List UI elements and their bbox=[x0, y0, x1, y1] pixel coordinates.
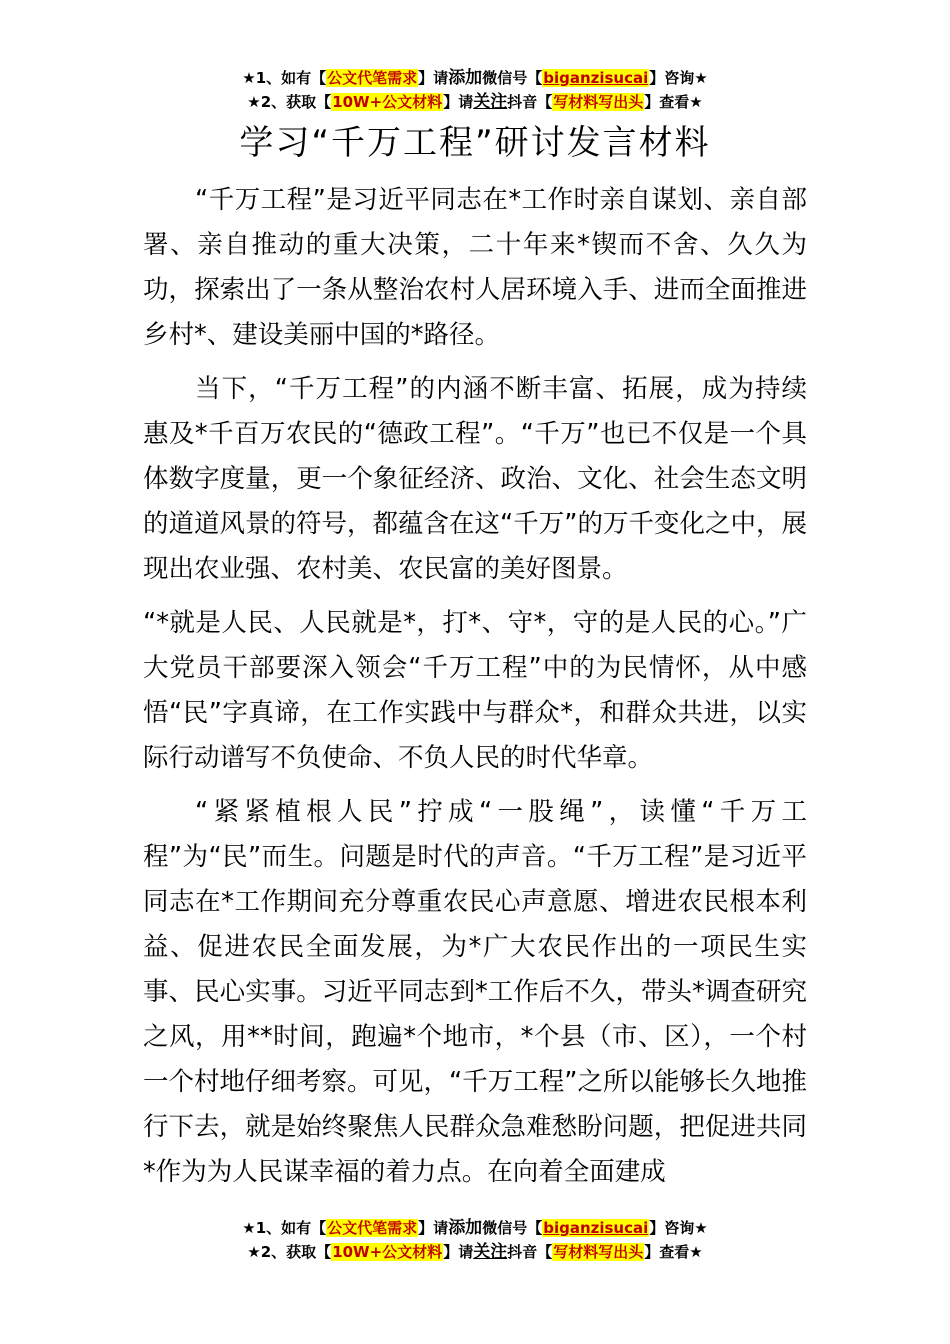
promo-line-1 bbox=[0, 1216, 950, 1240]
promo-text: 】请 bbox=[418, 1219, 449, 1237]
promo-text: 抖音【 bbox=[507, 1243, 553, 1261]
promo-text: 微信号【 bbox=[482, 1219, 543, 1237]
paragraph: 当下，“千万工程”的内涵不断丰富、拓展，成为持续惠及*千百万农民的“德政工程”。“千万”也已不仅是一个具体数字度量，更一个象征经济、政治、文化、社会生态文明的道道风景的符号，都蕴含在这“千万”的万千变化之中，展现出农业强、农村美、农民富的美好图景。 bbox=[143, 374, 807, 584]
promo-text: 】查看★ bbox=[644, 1243, 703, 1261]
header-promo-banner bbox=[0, 66, 950, 114]
promo-text: 】咨询★ bbox=[649, 1219, 708, 1237]
promo-highlight-materials: 10W+公文材料 bbox=[332, 93, 443, 111]
paragraph: “*就是人民、人民就是*，打*、守*，守的是人民的心。”广大党员干部要深入领会“千万工程”中的为民情怀，从中感悟“民”字真谛，在工作实践中与群众*，和群众共进，以实际行动谱写不负使命、不负人民的时代华章。 bbox=[143, 608, 807, 773]
document-title: 学习“千万工程”研讨发言材料 bbox=[239, 123, 711, 163]
promo-text: 】请 bbox=[418, 69, 449, 87]
promo-line-1 bbox=[0, 66, 950, 90]
promo-line-2 bbox=[0, 1240, 950, 1264]
paragraph: “紧紧植根人民”拧成“一股绳”，读懂“千万工程”为“民”而生。问题是时代的声音。“千万工程”是习近平同志在*工作期间充分尊重农民心声意愿、增进农民根本利益、促进农民全面发展，为*广大农民作出的一项民生实事、民心实事。习近平同志到*工作后不久，带头*调查研究之风，用**时间，跑遍*个地市，*个县（市、区），一个村一个村地仔细考察。可见，“千万工程”之所以能够长久地推行下去，就是始终聚焦人民群众急难愁盼问题，把促进共同*作为为人民谋幸福的着力点。在向着全面建成 bbox=[143, 797, 807, 1187]
promo-highlight-douyin: 写材料写出头 bbox=[553, 1243, 644, 1261]
promo-highlight-service: 公文代笔需求 bbox=[327, 1219, 418, 1237]
promo-text: ★2、获取【 bbox=[247, 93, 332, 111]
promo-highlight-wechat-id: biganzisucai bbox=[543, 1219, 649, 1237]
promo-text: 】查看★ bbox=[644, 93, 703, 111]
footer-promo-banner bbox=[0, 1216, 950, 1264]
promo-emphasis: 添加 bbox=[448, 68, 483, 88]
promo-text: 】咨询★ bbox=[649, 69, 708, 87]
promo-text: ★1、如有【 bbox=[242, 1219, 327, 1237]
promo-highlight-douyin: 写材料写出头 bbox=[553, 93, 644, 111]
document-body bbox=[143, 178, 807, 1204]
promo-highlight-wechat-id: biganzisucai bbox=[543, 69, 649, 87]
paragraph: “千万工程”是习近平同志在*工作时亲自谋划、亲自部署、亲自推动的重大决策，二十年来*锲而不舍、久久为功，探索出了一条从整治农村人居环境入手、进而全面推进乡村*、建设美丽中国的*路径。 bbox=[143, 185, 807, 350]
promo-highlight-materials: 10W+公文材料 bbox=[332, 1243, 443, 1261]
promo-line-2 bbox=[0, 90, 950, 114]
promo-text: 】请 bbox=[443, 93, 474, 111]
promo-emphasis: 关注 bbox=[473, 92, 508, 112]
promo-text: 抖音【 bbox=[507, 93, 553, 111]
promo-emphasis: 添加 bbox=[448, 1218, 483, 1238]
promo-text: ★2、获取【 bbox=[247, 1243, 332, 1261]
promo-emphasis: 关注 bbox=[473, 1242, 508, 1262]
promo-text: 】请 bbox=[443, 1243, 474, 1261]
promo-text: 微信号【 bbox=[482, 69, 543, 87]
promo-text: ★1、如有【 bbox=[242, 69, 327, 87]
promo-highlight-service: 公文代笔需求 bbox=[327, 69, 418, 87]
